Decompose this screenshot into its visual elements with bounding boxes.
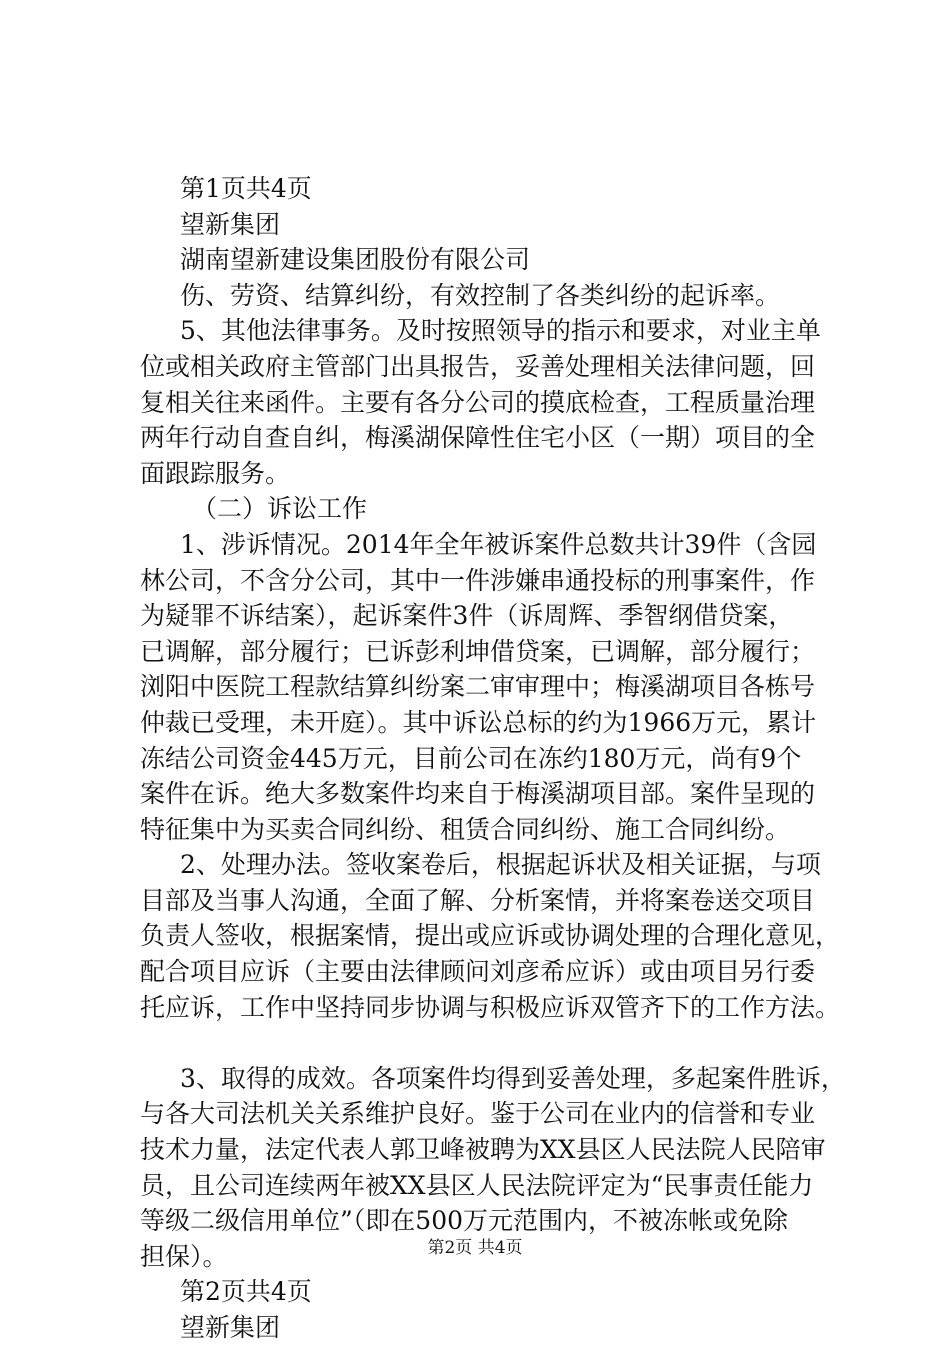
- text-line: 案件在诉。绝大多数案件均来自于梅溪湖项目部。案件呈现的: [140, 779, 816, 809]
- company-short-name: 望新集团: [180, 1313, 281, 1342]
- text-line: 伤、劳资、结算纠纷，有效控制了各类纠纷的起诉率。: [180, 280, 781, 310]
- text-line: 负责人签收，根据案情，提出或应诉或协调处理的合理化意见，: [140, 921, 841, 951]
- text-line: 技术力量，法定代表人郭卫峰被聘为XX县区人民法院人民陪审: [140, 1135, 826, 1165]
- text-line: 5、其他法律事务。及时按照领导的指示和要求，对业主单: [180, 316, 821, 346]
- text-line: 两年行动自查自纠，梅溪湖保障性住宅小区（一期）项目的全: [140, 423, 816, 453]
- text-line: 林公司，不含分公司，其中一件涉嫌串通投标的刑事案件，作: [140, 565, 816, 595]
- blank-line: [140, 1025, 880, 1061]
- text-line: 冻结公司资金445万元，目前公司在冻约180万元，尚有9个: [140, 743, 802, 773]
- page-indicator-line: 第2页共4页: [180, 1277, 312, 1307]
- document-body: [140, 171, 880, 1346]
- company-short-name: 望新集团: [180, 209, 281, 239]
- page-indicator-line: 第1页共4页: [180, 174, 312, 203]
- text-line: 面跟踪服务。: [140, 458, 291, 488]
- text-line: 已调解，部分履行；已诉彭利坤借贷案，已调解，部分履行；: [140, 636, 816, 666]
- text-line: 托应诉，工作中坚持同步协调与积极应诉双管齐下的工作方法。: [140, 992, 841, 1022]
- text-line: 特征集中为买卖合同纠纷、租赁合同纠纷、施工合同纠纷。: [140, 814, 791, 844]
- text-line: 配合项目应诉（主要由法律顾问刘彦希应诉）或由项目另行委: [140, 957, 816, 987]
- text-line: 等级二级信用单位”（即在500万元范围内，不被冻帐或免除: [140, 1206, 789, 1236]
- company-full-name: 湖南望新建设集团股份有限公司: [180, 245, 531, 275]
- text-line: 仲裁已受理，未开庭）。其中诉讼总标的约为1966万元，累计: [140, 707, 817, 737]
- text-line: 复相关往来函件。主要有各分公司的摸底检查，工程质量治理: [140, 387, 816, 417]
- text-line: 员，且公司连续两年被XX县区人民法院评定为“民事责任能力: [140, 1170, 814, 1200]
- text-line: 1、涉诉情况。2014年全年被诉案件总数共计39件（含园: [180, 529, 817, 559]
- text-line: 目部及当事人沟通，全面了解、分析案情，并将案卷送交项目: [140, 885, 816, 915]
- text-line: 位或相关政府主管部门出具报告，妥善处理相关法律问题，回: [140, 351, 816, 381]
- section-heading: （二）诉讼工作: [192, 494, 368, 524]
- text-line: 担保）。: [140, 1241, 228, 1271]
- text-line: 与各大司法机关关系维护良好。鉴于公司在业内的信誉和专业: [140, 1099, 816, 1129]
- text-line: 2、处理办法。签收案卷后，根据起诉状及相关证据，与项: [180, 850, 821, 880]
- text-line: 浏阳中医院工程款结算纠纷案二审审理中；梅溪湖项目各栋号: [140, 672, 816, 702]
- page-footer: 第2页 共4页: [427, 1238, 523, 1258]
- text-line: 为疑罪不诉结案），起诉案件3件（诉周辉、季智纲借贷案，: [140, 601, 794, 631]
- text-line: 3、取得的成效。各项案件均得到妥善处理，多起案件胜诉，: [180, 1063, 846, 1093]
